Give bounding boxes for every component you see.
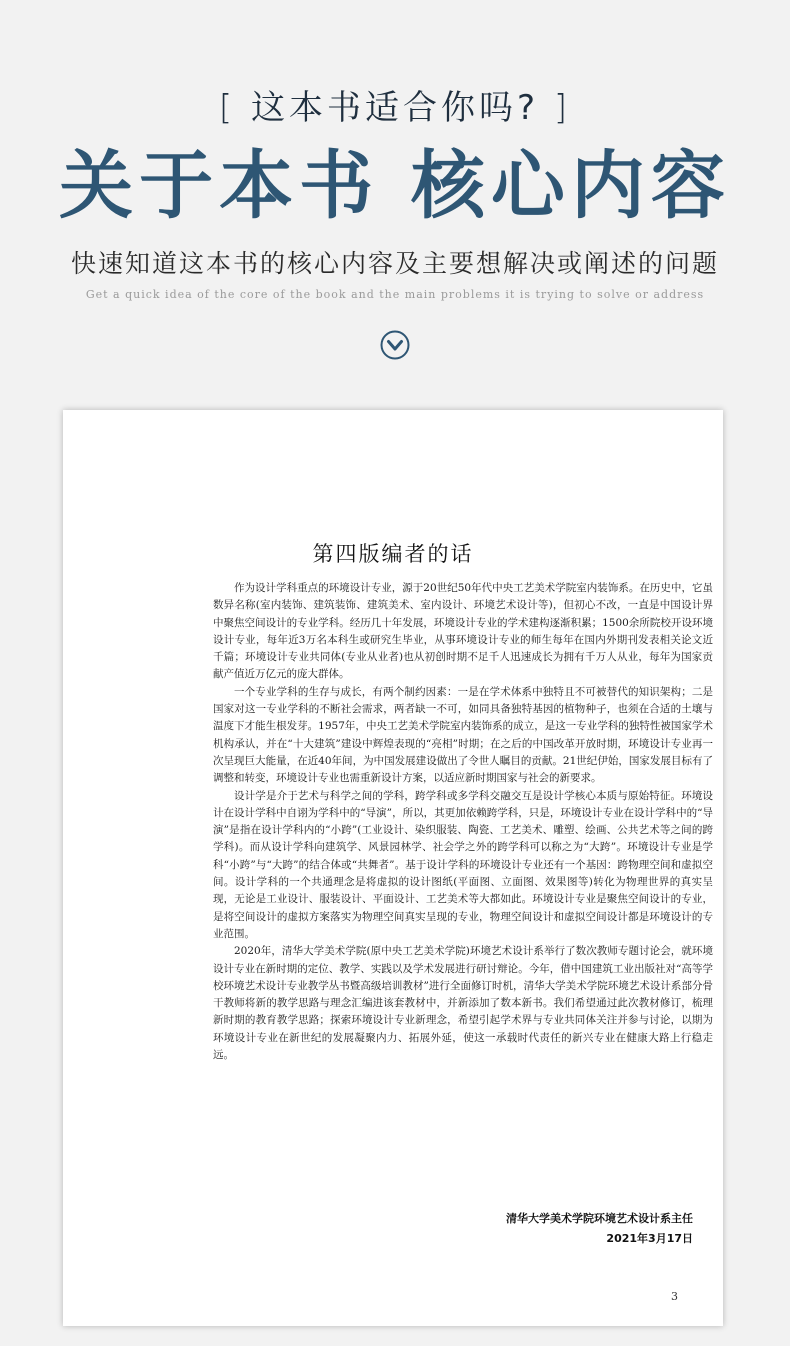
signature-date: 2021年3月17日 — [606, 1232, 693, 1245]
paragraph: 2020年，清华大学美术学院(原中央工艺美术学院)环境艺术设计系举行了数次教师专题讨论会，就环境设计专业在新时期的定位、教学、实践以及学术发展进行研讨辩论。今年，借中国建筑工业出版社对“高等学校环境艺术设计专业教学丛书暨高级培训教材”进行全面修订时机，清华大学美术学院环境艺术设计系部分骨干教师将新的教学思路与理念汇编进该套教材中，并新添加了数本新书。我们希望通过此次教材修订，梳理新时期的教育教学思路；探索环境设计专业新理念，希望引起学术界与专业共同体关注并参与讨论，以期为环境设计专业在新世纪的发展凝聚内力、拓展外延，使这一承载时代责任的新兴专业在健康大路上行稳走远。 — [213, 945, 713, 1062]
book-page-scan — [63, 410, 723, 1326]
preface-body — [213, 580, 713, 1064]
paragraph: 作为设计学科重点的环境设计专业，源于20世纪50年代中央工艺美术学院室内装饰系。在历史中，它虽数异名称(室内装饰、建筑装饰、建筑美术、室内设计、环境艺术设计等)，但初心不改，一直是中国设计界中聚焦空间设计的专业学科。经历几十年发展，环境设计专业的学术建构逐渐积累；1500余所院校开设环境设计专业，每年近3万名本科生或研究生毕业，从事环境设计专业的师生每年在国内外期刊发表相关论文近千篇；环境设计专业共同体(专业从业者)也从初创时期不足千人迅速成长为拥有千万人从业，每年为国家贡献产值近万亿元的庞大群体。 — [213, 582, 713, 681]
kicker-text: 这本书适合你吗? — [250, 88, 540, 128]
page-title: 第四版编者的话 — [312, 542, 474, 566]
headline: 关于本书 核心内容 — [59, 143, 731, 229]
chevron-down-circle-icon — [380, 330, 410, 360]
paragraph: 设计学是介于艺术与科学之间的学科，跨学科或多学科交融交互是设计学核心本质与原始特征。环境设计在设计学科中自诩为学科中的“导演”，所以，其更加依赖跨学科，只是，环境设计专业在设计学科中的“导演”是指在设计学科内的“小跨”(工业设计、染织服装、陶瓷、工艺美术、雕塑、绘画、公共艺术等之间的跨学科)。而从设计学科向建筑学、风景园林学、社会学之外的跨学科可以称之为“大跨”。环境设计专业是学科“小跨”与“大跨”的结合体或“共舞者”。基于设计学科的环境设计专业还有一个基因：跨物理空间和虚拟空间。设计学科的一个共通理念是将虚拟的设计图纸(平面图、立面图、效果图等)转化为物理世界的真实呈现，无论是工业设计、服装设计、平面设计、工艺美术等大都如此。环境设计专业是聚焦空间设计的专业，是将空间设计的虚拟方案落实为物理空间真实呈现的专业，物理空间设计和虚拟空间设计都是环境设计的专业范围。 — [213, 789, 713, 940]
page-number: 3 — [671, 1290, 678, 1303]
kicker-title — [0, 80, 790, 129]
subtitle: 快速知道这本书的核心内容及主要想解决或阐述的问题 — [70, 249, 719, 278]
paragraph: 一个专业学科的生存与成长，有两个制约因素：一是在学术体系中独特且不可被替代的知识架构；二是国家对这一专业学科的不断社会需求，两者缺一不可，如同具备独特基因的植物种子，也须在合适的土壤与温度下才能生根发芽。1957年，中央工艺美术学院室内装饰系的成立，是这一专业学科的独特性被国家学术机构承认，并在“十大建筑”建设中辉煌表现的“亮相”时期；在之后的中国改革开放时期，环境设计专业再一次呈现巨大能量，在近40年间，为中国发展建设做出了令世人瞩目的贡献。21世纪伊始，国家发展目标有了调整和转变，环境设计专业也需重新设计方案，以适应新时期国家与社会的新要求。 — [213, 685, 713, 785]
signature: 清华大学美术学院环境艺术设计系主任 — [506, 1212, 693, 1225]
left-bracket: [ — [218, 88, 237, 128]
right-bracket: ] — [553, 88, 572, 128]
intro-header — [0, 0, 790, 400]
english-subtitle: Get a quick idea of the core of the book and the main problems it is trying to solve or address — [85, 288, 705, 301]
